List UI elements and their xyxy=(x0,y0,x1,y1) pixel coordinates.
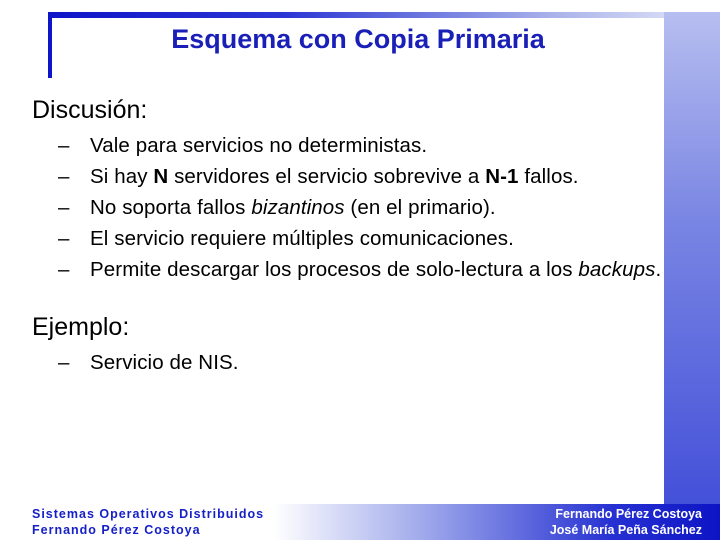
side-decoration-band xyxy=(664,12,720,528)
discussion-list xyxy=(58,130,668,285)
footer-author-1: Fernando Pérez Costoya xyxy=(555,507,702,521)
bullet-dash: – xyxy=(58,351,70,374)
footer-author: Fernando Pérez Costoya xyxy=(32,523,201,537)
list-item: – Permite descargar los procesos de solo-lectura a los backups. xyxy=(58,254,668,285)
bullet-dash: – xyxy=(58,258,70,281)
bullet-dash: – xyxy=(58,196,70,219)
footer-right xyxy=(550,506,702,538)
slide-content xyxy=(32,94,668,378)
bullet-dash: – xyxy=(58,165,70,188)
footer-author-2: José María Peña Sánchez xyxy=(549,523,702,537)
section-heading-example: Ejemplo: xyxy=(32,313,130,341)
bullet-dash: – xyxy=(58,227,70,250)
list-item: – No soporta fallos bizantinos (en el primario). xyxy=(58,192,668,223)
list-item: – El servicio requiere múltiples comunicaciones. xyxy=(58,223,668,254)
footer-left xyxy=(32,506,264,538)
list-item: – Si hay N servidores el servicio sobrevive a N-1 fallos. xyxy=(58,161,668,192)
list-item: – Vale para servicios no deterministas. xyxy=(58,130,668,161)
footer-course: Sistemas Operativos Distribuidos xyxy=(32,507,265,521)
example-list xyxy=(58,347,668,378)
slide-title: Esquema con Copia Primaria xyxy=(171,24,545,54)
list-item: – Servicio de NIS. xyxy=(58,347,668,378)
section-heading-discussion: Discusión: xyxy=(32,96,148,124)
bullet-dash: – xyxy=(58,134,70,157)
